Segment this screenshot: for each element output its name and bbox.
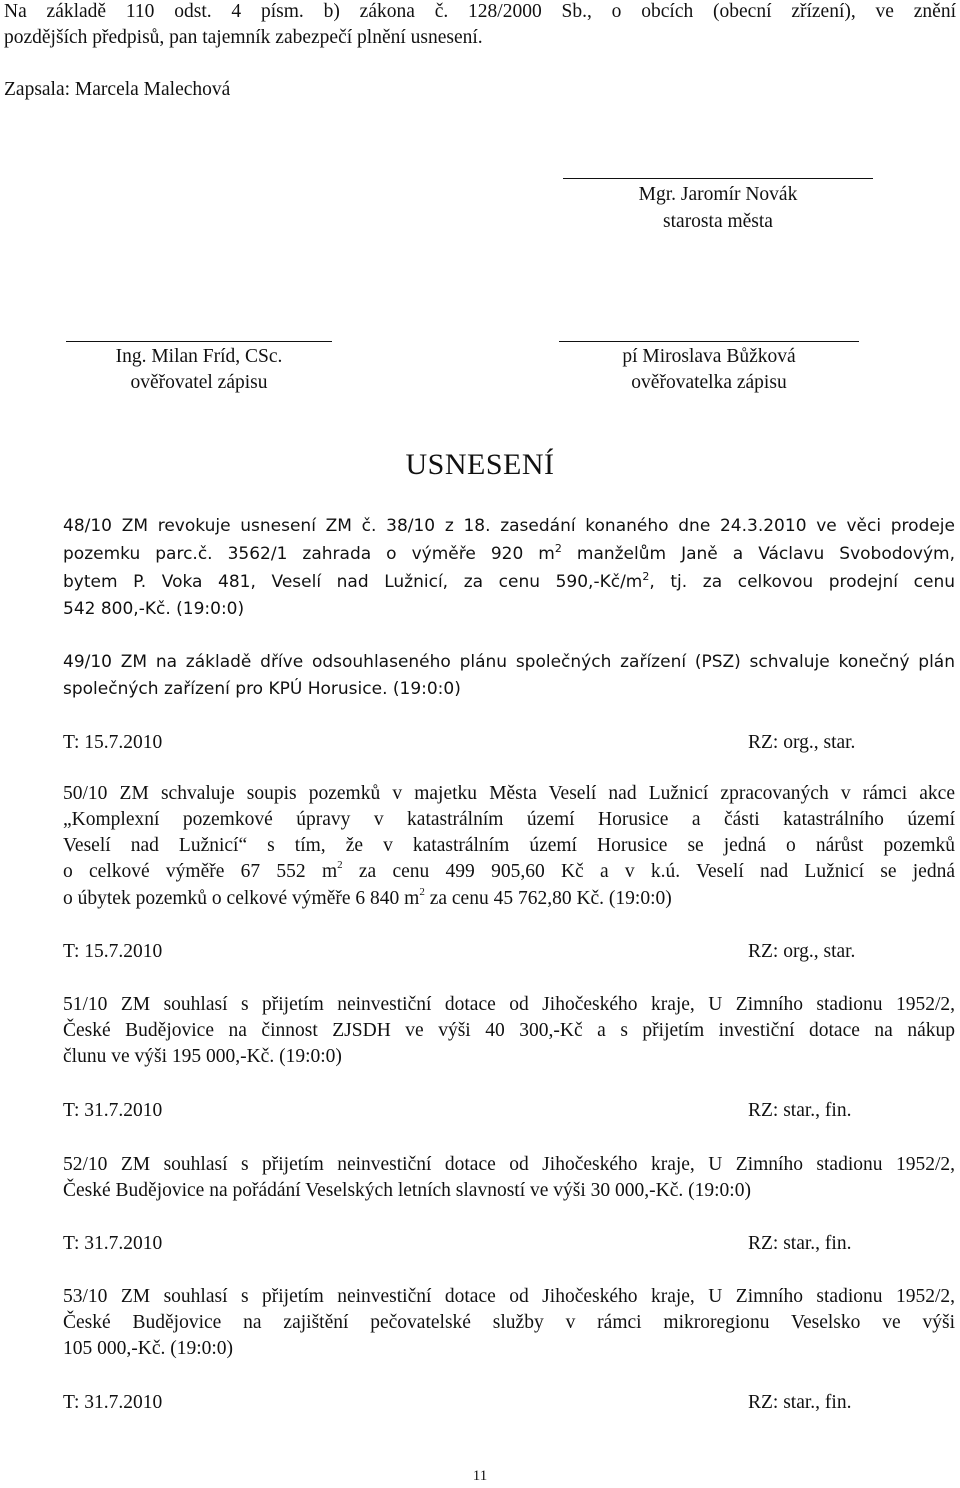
- r51-responsible: RZ: star., fin.: [748, 1100, 852, 1121]
- r50-line-4: o celkové výměře 67 552 $m^2$ za cenu 499 905,60 Kč a v k.ú. Veselí nad Lužnicí se jedná: [63, 859, 955, 882]
- resolution-heading: USNESENÍ: [405, 448, 555, 481]
- verifier1-role: ověřovatel zápisu: [130, 372, 268, 393]
- mayor-name: Mgr. Jaromír Novák: [638, 184, 798, 205]
- r51-line-2: České Budějovice na činnost ZJSDH ve výši 40 300,-Kč a s přijetím investiční dotace na nákup: [63, 1020, 955, 1041]
- r53-responsible: RZ: star., fin.: [748, 1392, 852, 1413]
- r51-line-1: 51/10 ZM souhlasí s přijetím neinvestiční dotace od Jihočeského kraje, U Zimního stadionu 1952/2,: [63, 994, 955, 1015]
- r52-line-2: České Budějovice na pořádání Veselských letních slavností ve výši 30 000,-Kč. (19:0:0): [63, 1180, 751, 1201]
- r50-line-5: o úbytek pozemků o celkové výměře 6 840 $m^2$ za cenu 45 762,80 Kč. (19:0:0): [63, 886, 672, 909]
- r51-line-3: člunu ve výši 195 000,-Kč. (19:0:0): [63, 1046, 342, 1067]
- r48-line-4: 542 800,-Kč. (19:0:0): [63, 599, 245, 619]
- r50-term: T: 15.7.2010: [63, 941, 163, 962]
- r49-line-2: společných zařízení pro KPÚ Horusice. (19:0:0): [63, 679, 461, 699]
- r49-line-1: 49/10 ZM na základě dříve odsouhlaseného plánu společných zařízení (PSZ) schvaluje konečný plán: [63, 652, 955, 672]
- verifier1-signature-rule: [66, 341, 332, 342]
- intro-line-2: pozdějších předpisů, pan tajemník zabezpečí plnění usnesení.: [4, 27, 483, 48]
- r48-line-3: bytem P. Voka 481, Veselí nad Lužnicí, za cenu $590,-Kč/m^2$, tj. za celkovou prodejní cenu: [63, 570, 955, 592]
- r50-line-1: 50/10 ZM schvaluje soupis pozemků v majetku Města Veselí nad Lužnicí zpracovaných v rámci akce: [63, 783, 955, 804]
- r52-term: T: 31.7.2010: [63, 1233, 163, 1254]
- verifier2-role: ověřovatelka zápisu: [631, 372, 787, 393]
- r49-term: T: 15.7.2010: [63, 732, 163, 753]
- page-number: 11: [472, 1468, 488, 1484]
- r53-line-2: České Budějovice na zajištění pečovatelské služby v rámci mikroregionu Veselsko ve výši: [63, 1312, 955, 1333]
- r50-line-2: „Komplexní pozemkové úpravy v katastrálním území Horusice a části katastrálního území: [63, 809, 955, 830]
- r51-term: T: 31.7.2010: [63, 1100, 163, 1121]
- r52-responsible: RZ: star., fin.: [748, 1233, 852, 1254]
- r50-line-3: Veselí nad Lužnicí“ s tím, že v katastrálním území Horusice se jedná o nárůst pozemků: [63, 835, 955, 856]
- mayor-signature-rule: [563, 178, 873, 179]
- r52-line-1: 52/10 ZM souhlasí s přijetím neinvestiční dotace od Jihočeského kraje, U Zimního stadionu 1952/2,: [63, 1154, 955, 1175]
- mayor-role: starosta města: [663, 211, 773, 232]
- r53-line-3: 105 000,-Kč. (19:0:0): [63, 1338, 234, 1359]
- verifier2-name: pí Miroslava Bůžková: [622, 346, 796, 367]
- verifier2-signature-rule: [559, 341, 859, 342]
- verifier1-name: Ing. Milan Fríd, CSc.: [115, 346, 283, 367]
- recorder-line: Zapsala: Marcela Malechová: [4, 79, 231, 100]
- r49-responsible: RZ: org., star.: [748, 732, 856, 753]
- r53-line-1: 53/10 ZM souhlasí s přijetím neinvestiční dotace od Jihočeského kraje, U Zimního stadionu 1952/2,: [63, 1286, 955, 1307]
- intro-line-1: Na základě 110 odst. 4 písm. b) zákona č. 128/2000 Sb., o obcích (obecní zřízení), ve znění: [4, 1, 956, 22]
- r48-line-1: 48/10 ZM revokuje usnesení ZM č. 38/10 z 18. zasedání konaného dne 24.3.2010 ve věci prodeje: [63, 516, 955, 536]
- r48-line-2: pozemku parc.č. 3562/1 zahrada o výměře 920 $m^2$ manželům Janě a Václavu Svobodovým,: [63, 542, 955, 564]
- r53-term: T: 31.7.2010: [63, 1392, 163, 1413]
- r50-responsible: RZ: org., star.: [748, 941, 856, 962]
